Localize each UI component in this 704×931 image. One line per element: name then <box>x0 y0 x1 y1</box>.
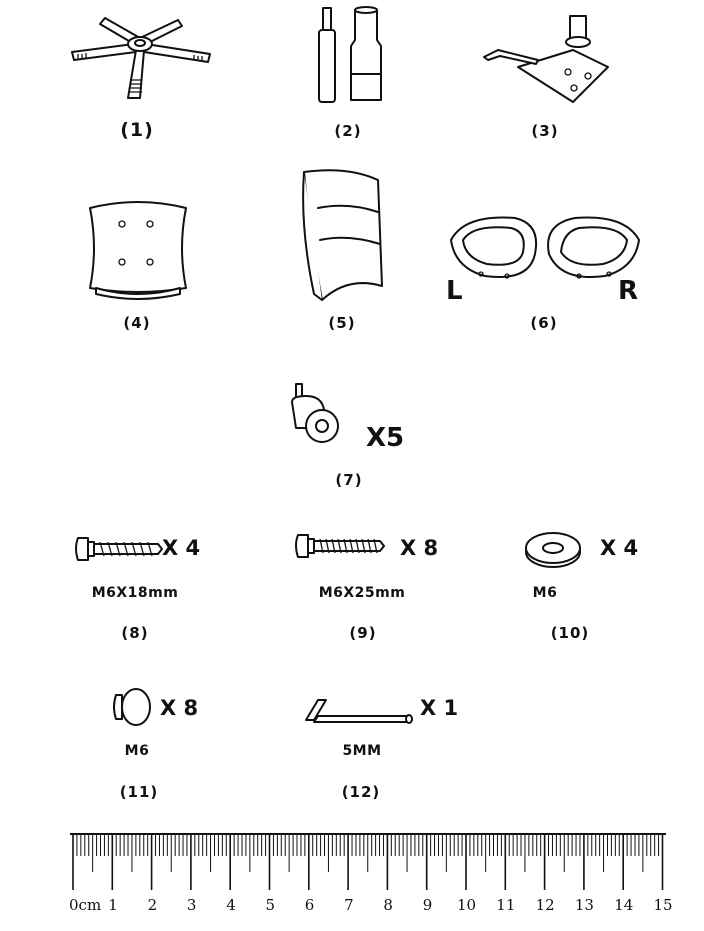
ruler-tick-label: 8 <box>383 896 393 914</box>
ruler-tick-label: 6 <box>304 896 315 914</box>
bolt-m6x18-illustration <box>74 532 164 566</box>
ruler-tick-label: 5 <box>265 896 276 914</box>
quantity-8: X 4 <box>162 536 201 560</box>
ruler-tick-label: 15 <box>653 896 673 914</box>
part-number-5: (5) <box>328 314 356 332</box>
spec-9: M6X25mm <box>318 585 406 601</box>
armrests-illustration <box>445 210 645 290</box>
bolt-m6x25-illustration <box>294 529 394 563</box>
gas-lift-illustration <box>305 4 395 104</box>
ruler-tick-label: 14 <box>614 896 634 914</box>
quantity-10: X 4 <box>600 536 639 560</box>
ruler-tick-label: 2 <box>147 896 158 914</box>
spec-12: 5MM <box>342 743 382 759</box>
part-number-10: (10) <box>550 624 590 642</box>
ruler-tick-label: 3 <box>186 896 197 914</box>
part-number-7: (7) <box>335 471 363 489</box>
cap-illustration <box>110 685 160 729</box>
ruler <box>69 833 673 914</box>
ruler-tick-label: 13 <box>574 896 594 914</box>
armrest-right-mark: R <box>618 276 639 306</box>
quantity-11: X 8 <box>160 696 199 720</box>
part-number-9: (9) <box>349 624 377 642</box>
quantity-7: X5 <box>366 423 405 453</box>
part-number-4: (4) <box>123 314 151 332</box>
ruler-tick-label: 1 <box>108 896 118 914</box>
part-number-11: (11) <box>119 783 159 801</box>
part-number-2: (2) <box>334 122 362 140</box>
spec-8: M6X18mm <box>91 585 179 601</box>
ruler-tick-label: 11 <box>496 896 516 914</box>
tilt-mechanism-illustration <box>478 12 618 107</box>
part-number-1: (1) <box>120 119 154 141</box>
ruler-unit-label: 0cm <box>69 896 102 914</box>
quantity-9: X 8 <box>400 536 439 560</box>
washer-illustration <box>523 528 583 570</box>
part-number-3: (3) <box>531 122 559 140</box>
ruler-tick-label: 9 <box>422 896 433 914</box>
quantity-12: X 1 <box>420 696 459 720</box>
ruler-scale <box>70 833 666 895</box>
ruler-tick-label: 4 <box>226 896 236 914</box>
ruler-tick-label: 7 <box>344 896 354 914</box>
backrest-illustration <box>298 168 388 308</box>
ruler-tick-label: 12 <box>535 896 555 914</box>
chair-base-illustration <box>60 10 220 100</box>
part-number-6: (6) <box>530 314 558 332</box>
hex-key-illustration <box>302 694 414 730</box>
armrest-left-mark: L <box>446 276 463 306</box>
ruler-tick-label: 10 <box>457 896 477 914</box>
spec-11: M6 <box>124 743 150 759</box>
part-number-12: (12) <box>341 783 381 801</box>
spec-10: M6 <box>532 585 558 601</box>
seat-illustration <box>82 200 194 300</box>
part-number-8: (8) <box>121 624 149 642</box>
caster-illustration <box>286 380 346 446</box>
